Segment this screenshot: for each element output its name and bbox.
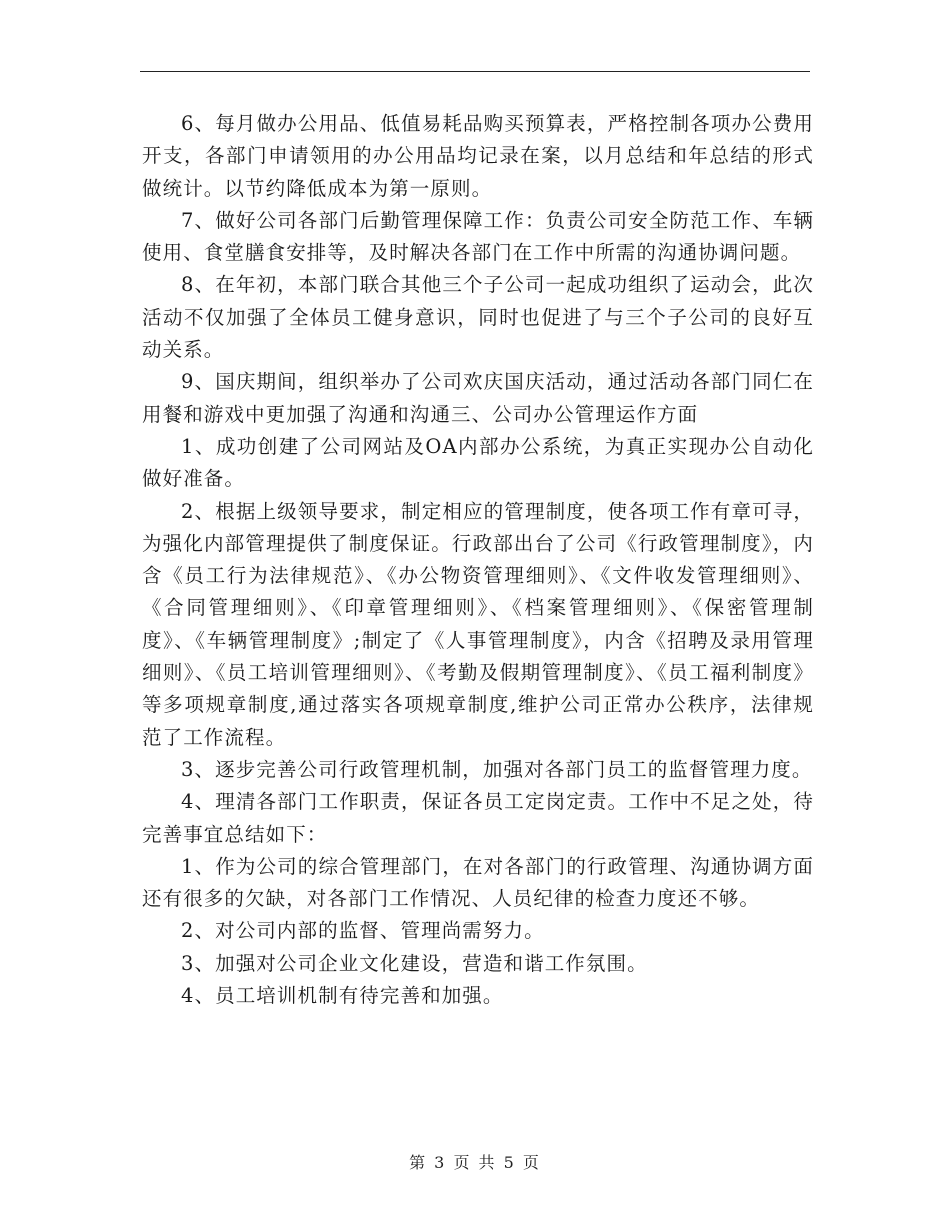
paragraph: 3、逐步完善公司行政管理机制，加强对各部门员工的监督管理力度。 xyxy=(181,757,813,781)
document-body xyxy=(142,108,814,1012)
paragraph: 2、根据上级领导要求，制定相应的管理制度，使各项工作有章可寻，为强化内部管理提供了制度保证。行政部出台了公司《行政管理制度》，内含《员工行为法律规范》、《办公物资管理细则》、《文件收发管理细则》、《合同管理细则》、《印章管理细则》、《档案管理细则》、《保密管理制度》、《车辆管理制度》;制定了《人事管理制度》，内含《招聘及录用管理细则》、《员工培训管理细则》、《考勤及假期管理制度》、《员工福利制度》等多项规章制度,通过落实各项规章制度,维护公司正常办公秩序，法律规范了工作流程。 xyxy=(142,499,814,749)
paragraph: 3、加强对公司企业文化建设，营造和谐工作氛围。 xyxy=(181,951,648,975)
paragraph: 7、做好公司各部门后勤管理保障工作：负责公司安全防范工作、车辆使用、食堂膳食安排等，及时解决各部门在工作中所需的沟通协调问题。 xyxy=(142,208,814,265)
paragraph: 1、作为公司的综合管理部门，在对各部门的行政管理、沟通协调方面还有很多的欠缺，对各部门工作情况、人员纪律的检查力度还不够。 xyxy=(142,854,814,911)
paragraph: 2、对公司内部的监督、管理尚需努力。 xyxy=(181,919,545,943)
paragraph: 4、员工培训机制有待完善和加强。 xyxy=(181,984,504,1008)
paragraph: 6、每月做办公用品、低值易耗品购买预算表，严格控制各项办公费用开支，各部门申请领用的办公用品均记录在案，以月总结和年总结的形式做统计。以节约降低成本为第一原则。 xyxy=(142,112,814,200)
paragraph: 8、在年初，本部门联合其他三个子公司一起成功组织了运动会，此次活动不仅加强了全体员工健身意识，同时也促进了与三个子公司的良好互动关系。 xyxy=(142,273,814,362)
paragraph: 1、成功创建了公司网站及OA内部办公系统，为真正实现办公自动化做好准备。 xyxy=(142,434,814,491)
page-number-footer: 第 3 页 共 5 页 xyxy=(409,1153,541,1172)
paragraph: 4、理清各部门工作职责，保证各员工定岗定责。工作中不足之处，待完善事宜总结如下： xyxy=(142,790,814,846)
paragraph: 9、国庆期间，组织举办了公司欢庆国庆活动，通过活动各部门同仁在用餐和游戏中更加强了沟通和沟通三、公司办公管理运作方面 xyxy=(142,370,814,426)
header-rule xyxy=(140,71,810,72)
